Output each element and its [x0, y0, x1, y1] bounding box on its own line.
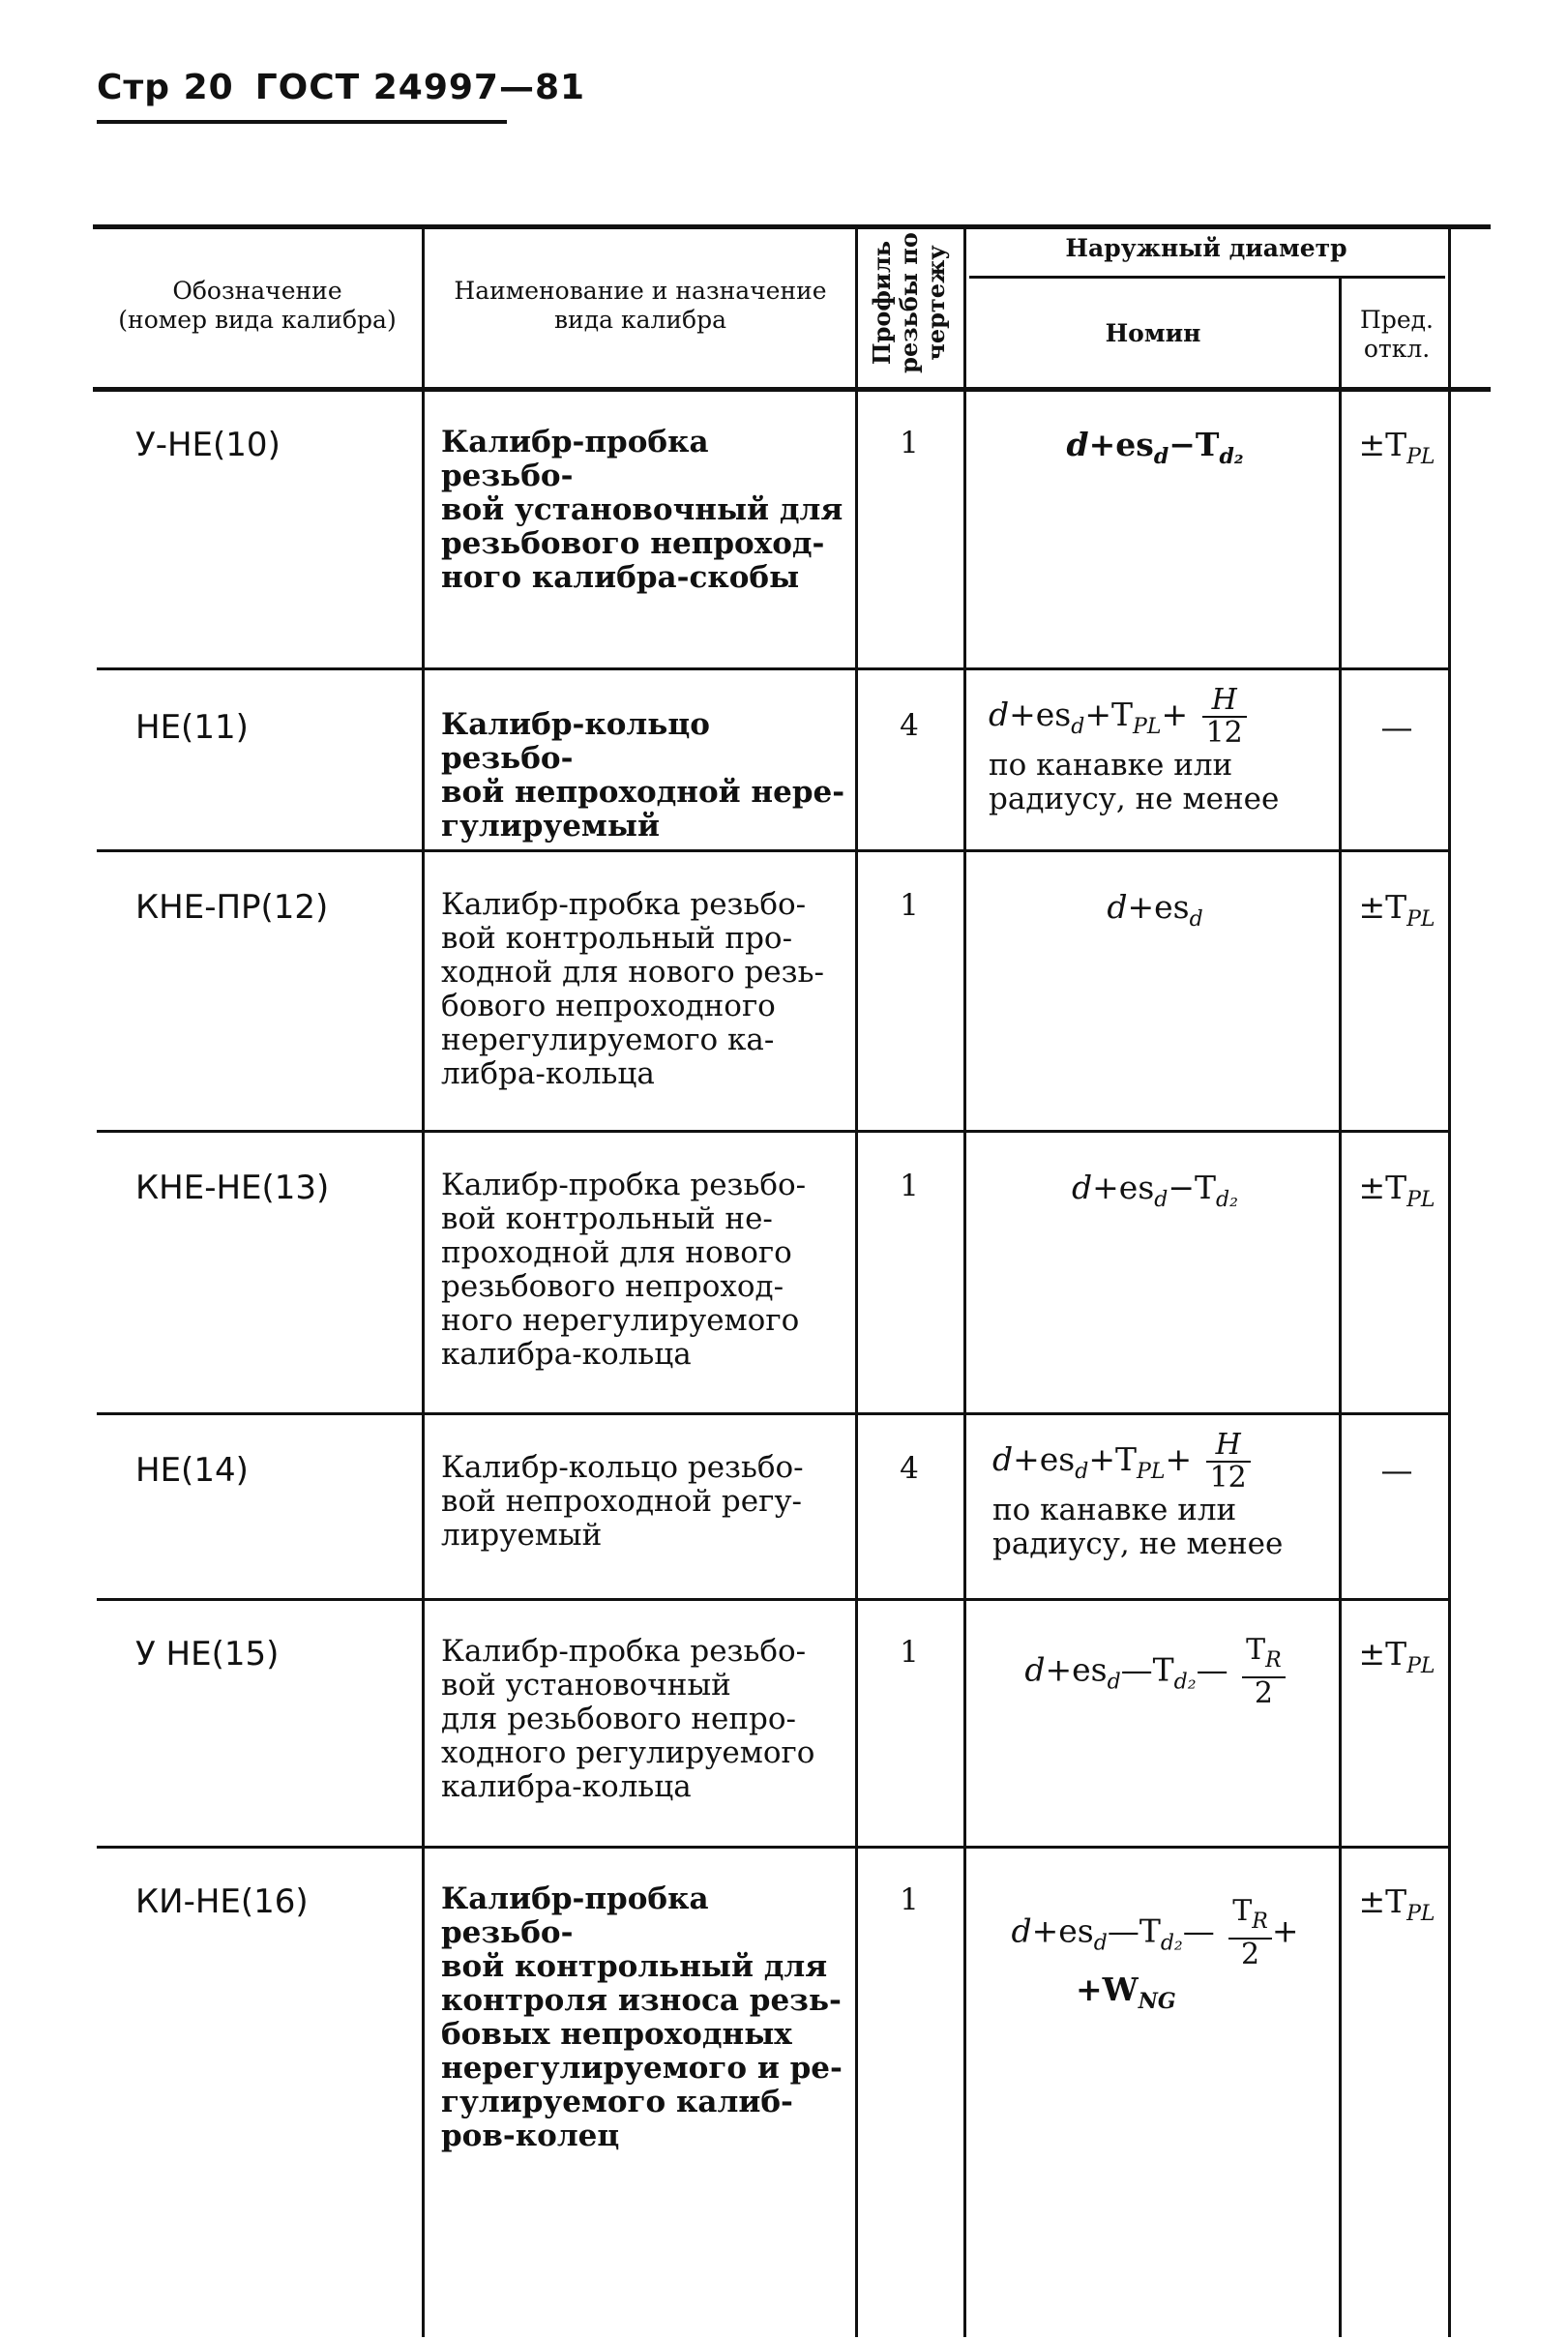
nominal-formula: $d+es_d—T_{d_2}—$ $\frac{T_R}{2}$ + $+W_{NG}$	[1011, 1894, 1299, 2014]
standard-code: ГОСТ 24997—81	[254, 68, 586, 107]
thread-profile: 1	[900, 1635, 919, 1670]
gauge-name: Калибр-пробка резьбо- вой контрольный для контроля износа резь- бовых непроходных нерегулируемого и ре- гулируемого калиб- ров-колец	[441, 1881, 843, 2153]
gauge-name: Калибр-кольцо резьбо- вой непроходной регу- лируемый	[441, 1450, 804, 1553]
row-separator	[97, 667, 1451, 670]
col-header-outer-diameter: Наружный диаметр	[1065, 234, 1347, 262]
tolerance: $\pm T_{PL}$	[1358, 888, 1435, 932]
tolerance: $\pm T_{PL}$	[1358, 1882, 1435, 1926]
gauge-name: Калибр-пробка резьбо- вой установочный для резьбового непроход- ного калибра-скобы	[441, 425, 843, 595]
nominal-note: по канавке или радиусу, не менее	[989, 748, 1280, 816]
gauge-code: У-НЕ(10)	[135, 426, 281, 464]
thread-profile: 1	[900, 1882, 919, 1917]
thread-profile: 4	[900, 1451, 919, 1486]
tolerance: $\pm T_{PL}$	[1358, 1635, 1435, 1678]
col-divider-5	[1448, 228, 1451, 2337]
gauge-code: КИ-НЕ(16)	[135, 1882, 309, 1921]
thread-profile: 1	[900, 426, 919, 460]
nominal-formula: $d+es_d+T_{PL}+$ $\frac{H}{12}$ по канавке или радиусу, не менее	[969, 1430, 1364, 1561]
col-divider-1	[422, 228, 425, 2337]
col-header-tolerance: Пред. откл.	[1360, 306, 1434, 363]
tolerance: —	[1380, 708, 1413, 746]
row-separator	[97, 1598, 1451, 1601]
thread-profile: 4	[900, 708, 919, 743]
gauge-code: КНЕ-НЕ(13)	[135, 1169, 330, 1207]
header-mid-rule	[969, 276, 1445, 279]
page-number: Стр 20	[97, 68, 234, 107]
nominal-formula: $d+es_d$	[1107, 888, 1203, 932]
gauge-name: Калибр-пробка резьбо- вой установочный для резьбового непро- ходного регулируемого калибра-кольца	[441, 1634, 815, 1804]
nominal-formula: $d+es_d+T_{PL}+$ $\frac{H}{12}$ по канавке или радиусу, не менее	[969, 685, 1360, 816]
gauge-code: НЕ(11)	[135, 708, 249, 747]
gauge-code: НЕ(14)	[135, 1451, 249, 1490]
tolerance: —	[1380, 1451, 1413, 1489]
col-header-code: Обозначение (номер вида калибра)	[118, 277, 397, 334]
gauge-name: Калибр-пробка резьбо- вой контрольный про- ходной для нового резь- бового непроходного нерегулируемого ка- либра-кольца	[441, 887, 824, 1091]
row-separator	[97, 1412, 1451, 1415]
thread-profile: 1	[900, 1169, 919, 1203]
table-top-rule	[93, 224, 1491, 229]
row-separator	[97, 1130, 1451, 1133]
tolerance: $\pm T_{PL}$	[1358, 426, 1435, 469]
nominal-formula: $d+es_d-T_{d_2}$	[1072, 1169, 1238, 1212]
col-header-profile: Профиль резьбы по чертежу	[868, 232, 950, 373]
col-divider-3	[963, 228, 966, 2337]
row-separator	[97, 849, 1451, 852]
nominal-note: по канавке или радиусу, не менее	[992, 1493, 1284, 1561]
tolerance: $\pm T_{PL}$	[1358, 1169, 1435, 1212]
col-header-nominal: Номин	[1105, 319, 1201, 347]
gauge-name: Калибр-пробка резьбо- вой контрольный не- проходной для нового резьбового непроход- ного нерегулируемого калибра-кольца	[441, 1168, 807, 1372]
col-divider-2	[855, 228, 858, 2337]
gauge-code: КНЕ-ПР(12)	[135, 888, 329, 927]
thread-profile: 1	[900, 888, 919, 923]
nominal-formula: $d+es_d—T_{d_2}—$ $\frac{T_R}{2}$	[969, 1635, 1341, 1709]
col-header-name: Наименование и назначение вида калибра	[454, 277, 827, 334]
gauge-code: У НЕ(15)	[135, 1635, 280, 1674]
page-header	[97, 68, 585, 107]
row-separator	[97, 1846, 1451, 1849]
header-bottom-rule	[93, 387, 1491, 392]
col-divider-4	[1339, 279, 1342, 2337]
header-rule	[97, 120, 507, 124]
nominal-formula: $d+es_d-T_{d_2}$	[1066, 426, 1244, 469]
gauge-name: Калибр-кольцо резьбо- вой непроходной нере- гулируемый	[441, 707, 845, 844]
